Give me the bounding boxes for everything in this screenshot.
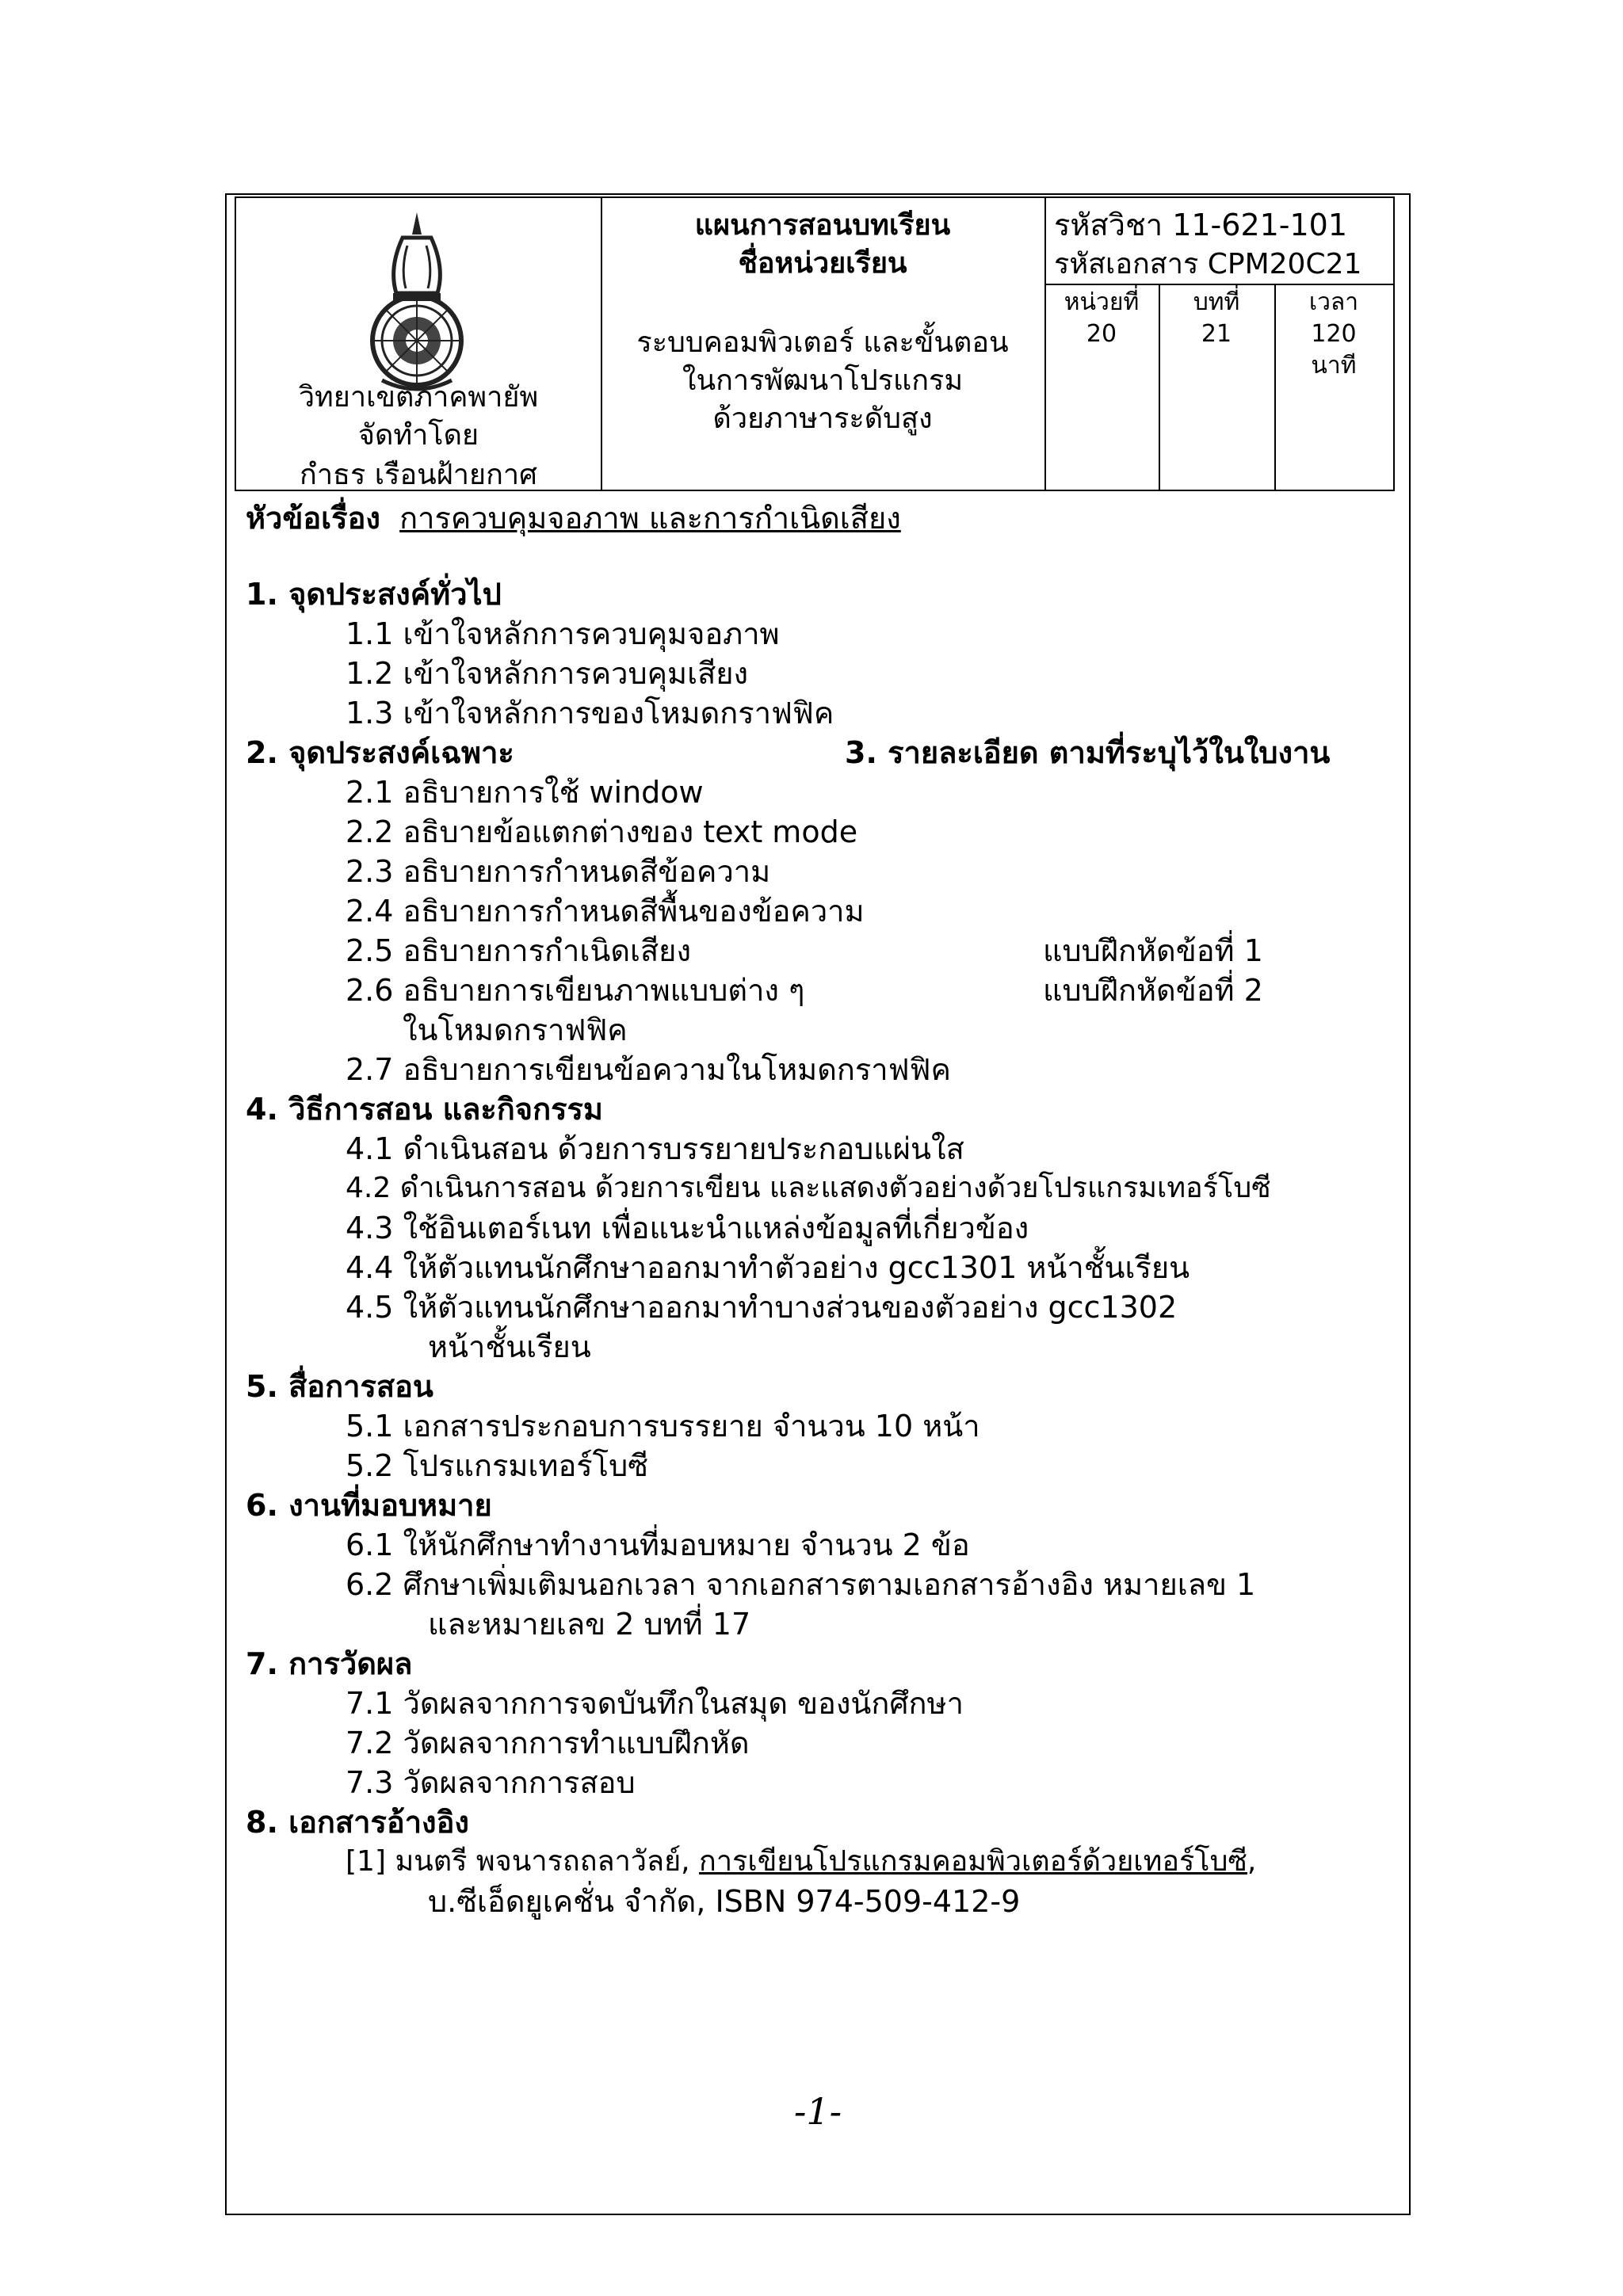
divider — [1044, 284, 1393, 285]
exercise-ref: แบบฝึกหัดข้อที่ 1 — [1043, 933, 1263, 968]
section-title: 2. จุดประสงค์เฉพาะ — [246, 735, 514, 770]
reference-title: การเขียนโปรแกรมคอมพิวเตอร์ด้วยเทอร์โบซี — [699, 1845, 1247, 1878]
course-code: รหัสวิชา 11-621-101 — [1054, 208, 1348, 242]
unit-name-line: ด้วยภาษาระดับสูง — [712, 402, 933, 435]
university-emblem — [361, 211, 472, 395]
list-item: 2.1 อธิบายการใช้ window — [346, 775, 704, 810]
list-item: 4.5 ให้ตัวแทนนักศึกษาออกมาทำบางส่วนของตัวอย่าง gcc1302 — [346, 1290, 1178, 1325]
list-item: 2.3 อธิบายการกำหนดสีข้อความ — [346, 854, 771, 889]
header-table — [235, 196, 1395, 491]
section-title: 8. เอกสารอ้างอิง — [246, 1805, 469, 1840]
list-item: 2.6 อธิบายการเขียนภาพแบบต่าง ๆ — [346, 973, 805, 1008]
list-item-continuation: หน้าชั้นเรียน — [428, 1329, 591, 1364]
topic-line — [246, 499, 901, 537]
reference-entry-continuation: บ.ซีเอ็ดยูเคชั่น จำกัด, ISBN 974-509-412-9 — [428, 1884, 1021, 1919]
time-label: เวลา — [1308, 288, 1359, 316]
section-title: 4. วิธีการสอน และกิจกรรม — [246, 1092, 603, 1127]
list-item: 7.2 วัดผลจากการทำแบบฝึกหัด — [346, 1726, 750, 1760]
unit-number-value: 20 — [1086, 320, 1117, 348]
section-title: 7. การวัดผล — [246, 1646, 413, 1681]
unit-number-label: หน่วยที่ — [1064, 288, 1140, 316]
page-number: -1- — [793, 2090, 842, 2133]
list-item: 2.4 อธิบายการกำหนดสีพื้นของข้อความ — [346, 894, 865, 929]
reference-comma: , — [1247, 1845, 1257, 1878]
list-item: 2.5 อธิบายการกำเนิดเสียง — [346, 933, 691, 968]
list-item-continuation: ในโหมดกราฟฟิค — [403, 1013, 628, 1047]
list-item: 7.1 วัดผลจากการจดบันทึกในสมุด ของนักศึกษา — [346, 1686, 964, 1721]
list-item: 5.1 เอกสารประกอบการบรรยาย จำนวน 10 หน้า — [346, 1409, 980, 1444]
unit-title: ชื่อหน่วยเรียน — [738, 247, 907, 280]
list-item: 1.3 เข้าใจหลักการของโหมดกราฟฟิค — [346, 696, 834, 730]
unit-name-line: ในการพัฒนาโปรแกรม — [682, 364, 964, 397]
author-name: กำธร เรือนฝ้ายกาศ — [300, 459, 537, 491]
section-title: 5. สื่อการสอน — [246, 1369, 433, 1404]
topic-value: การควบคุมจอภาพ และการกำเนิดเสียง — [399, 501, 901, 536]
unit-name-line: ระบบคอมพิวเตอร์ และขั้นตอน — [636, 326, 1009, 359]
chapter-label: บทที่ — [1193, 288, 1240, 316]
section-title: 6. งานที่มอบหมาย — [246, 1488, 492, 1523]
plan-title: แผนการสอนบทเรียน — [694, 209, 951, 242]
list-item: 2.7 อธิบายการเขียนข้อความในโหมดกราฟฟิค — [346, 1052, 951, 1087]
list-item: 4.2 ดำเนินการสอน ด้วยการเขียน และแสดงตัวอย่างด้วยโปรแกรมเทอร์โบซี — [346, 1172, 1271, 1204]
list-item: 1.1 เข้าใจหลักการควบคุมจอภาพ — [346, 616, 780, 651]
topic-label: หัวข้อเรื่อง — [246, 501, 380, 536]
list-item: 7.3 วัดผลจากการสอบ — [346, 1765, 636, 1800]
time-value: 120 — [1311, 320, 1357, 348]
time-unit: นาที — [1311, 352, 1357, 379]
exercise-ref: แบบฝึกหัดข้อที่ 2 — [1043, 973, 1263, 1008]
list-item: 1.2 เข้าใจหลักการควบคุมเสียง — [346, 656, 749, 691]
list-item: 6.2 ศึกษาเพิ่มเติมนอกเวลา จากเอกสารตามเอกสารอ้างอิง หมายเลข 1 — [346, 1567, 1256, 1602]
list-item-continuation: และหมายเลข 2 บทที่ 17 — [428, 1607, 751, 1642]
list-item: 6.1 ให้นักศึกษาทำงานที่มอบหมาย จำนวน 2 ข้อ — [346, 1527, 970, 1562]
list-item: 4.3 ใช้อินเตอร์เนท เพื่อแนะนำแหล่งข้อมูลที่เกี่ยวข้อง — [346, 1211, 1029, 1245]
document-code: รหัสเอกสาร CPM20C21 — [1054, 248, 1362, 280]
list-item: 4.1 ดำเนินสอน ด้วยการบรรยายประกอบแผ่นใส — [346, 1131, 964, 1166]
list-item: 2.2 อธิบายข้อแตกต่างของ text mode — [346, 814, 858, 849]
reference-prefix: [1] มนตรี พจนารถถลาวัลย์, — [346, 1845, 700, 1878]
reference-entry — [346, 1843, 1256, 1881]
org-name: วิทยาเขตภาคพายัพ — [298, 381, 539, 414]
list-item: 4.4 ให้ตัวแทนนักศึกษาออกมาทำตัวอย่าง gcc1301 หน้าชั้นเรียน — [346, 1250, 1190, 1285]
list-item: 5.2 โปรแกรมเทอร์โบซี — [346, 1448, 649, 1483]
chapter-value: 21 — [1201, 320, 1232, 348]
section-title: 1. จุดประสงค์ทั่วไป — [246, 577, 502, 612]
section-title: 3. รายละเอียด ตามที่ระบุไว้ในใบงาน — [845, 735, 1331, 770]
prepared-by-label: จัดทำโดย — [357, 419, 479, 452]
page-frame — [225, 193, 1411, 2215]
